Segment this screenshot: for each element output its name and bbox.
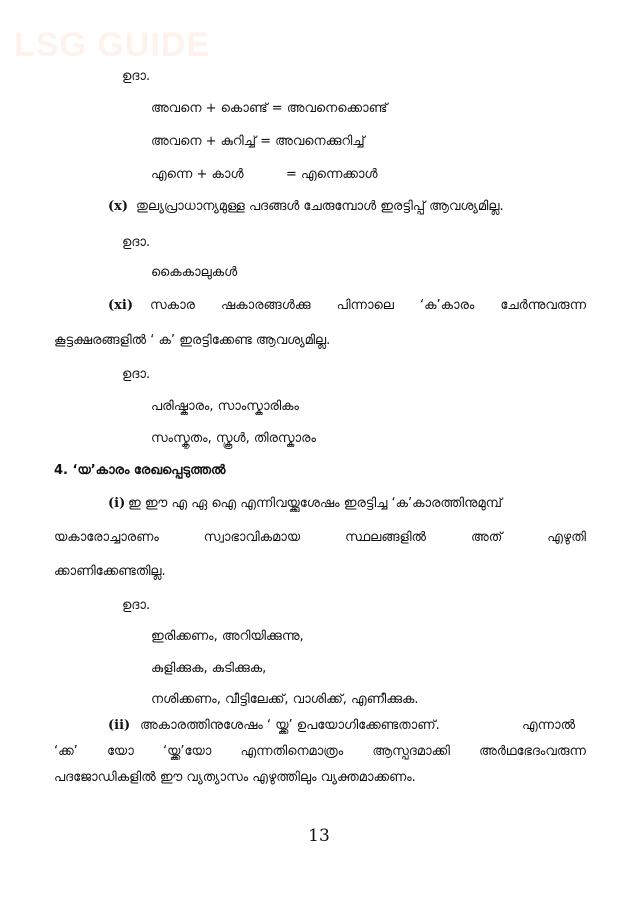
example-line: അവനെ + കൊണ്ട് = അവനെക്കൊണ്ട്: [151, 101, 388, 116]
word: ആസ്പദമാക്കി: [372, 744, 450, 759]
rule-text-justified: [150, 297, 586, 315]
word: യോ: [106, 744, 134, 759]
example-line: കൈകാലുകൾ: [151, 265, 238, 280]
word: സ്വാഭാവികമായ: [203, 530, 301, 545]
rule-number: (i): [108, 496, 126, 511]
watermark: LSG GUIDE: [14, 26, 211, 64]
word: പിന്നാലെ: [336, 298, 394, 313]
rule-text: തുല്യപ്രാധാന്യമുള്ള പദങ്ങൾ ചേരുമ്പോൾ ഇരട്ടിപ്പ് ആവശ്യമില്ല.: [136, 199, 504, 214]
rule-text-justified: [54, 529, 586, 547]
word: സ്ഥലങ്ങളിൽ: [345, 530, 427, 545]
rule-number: (xi): [108, 298, 133, 313]
example-label: ഉദാ.: [122, 598, 151, 613]
word: യകാരോച്ചാരണം: [54, 530, 159, 545]
word: ചേർന്നുവരുന്ന: [500, 298, 586, 313]
example-line: സംസ്കൃതം, സ്കൂൾ, തിരസ്കാരം: [151, 431, 316, 446]
word: ‘യ്ക്ക’യോ: [162, 744, 212, 759]
word: ‘ക്ക’: [54, 744, 78, 759]
word: അർഥഭേദംവരുന്ന: [479, 744, 586, 759]
example-line: ഇരിക്കണം, അറിയിക്കുന്നു,: [151, 629, 304, 644]
word: എഴുതി: [547, 530, 586, 545]
word: ‘ക’കാരം: [419, 298, 475, 313]
example-line: പരിഷ്കാരം, സാംസ്കാരികം: [151, 399, 299, 414]
rule-text: അകാരത്തിനുശേഷം ‘ യ്ക്ക’ ഉപയോഗിക്കേണ്ടതാണ്.: [140, 718, 440, 733]
rule-number: (x): [108, 199, 129, 214]
example-label: ഉദാ.: [122, 69, 151, 84]
example-label: ഉദാ.: [122, 235, 151, 250]
section-heading: 4. ‘യ’കാരം രേഖപ്പെടുത്തൽ: [54, 463, 226, 478]
word: സകാര: [150, 298, 195, 313]
example-line: കുളിക്കുക, കുടിക്കുക,: [151, 661, 267, 676]
example-line: എന്നെ + കാൾ: [151, 167, 244, 182]
page-number: 13: [308, 826, 330, 846]
rule-text-end: എന്നാൽ: [522, 718, 576, 733]
example-line: നശിക്കണം, വീട്ടിലേക്ക്, വാശിക്ക്, എണീക്കുക.: [151, 692, 419, 707]
example-label: ഉദാ.: [122, 367, 151, 382]
rule-text: കൂട്ടക്ഷരങ്ങളിൽ ‘ ക’ ഇരട്ടിക്കേണ്ട ആവശ്യമില്ല.: [54, 333, 331, 348]
word: ഷകാരങ്ങൾക്കു: [221, 298, 311, 313]
rule-text: ക്കാണിക്കേണ്ടതില്ല.: [54, 564, 166, 579]
example-line: അവനെ + കുറിച്ച് = അവനെക്കുറിച്ച്: [151, 134, 365, 149]
word: അത്: [471, 530, 503, 545]
rule-number: (ii): [108, 718, 131, 733]
word: എന്നതിനെമാത്രം: [240, 744, 344, 759]
example-line-result: = എന്നെക്കാൾ: [286, 167, 378, 182]
rule-text: പദജോഡികളിൽ ഈ വ്യത്യാസം എഴുത്തിലും വ്യക്തമാക്കണം.: [54, 770, 416, 785]
rule-text: ഇ ഈ എ ഏ ഐ എന്നിവയ്ക്കുശേഷം ഇരട്ടിച്ച ‘ക’കാരത്തിനുമുമ്പ്: [128, 496, 502, 511]
rule-text-justified: [54, 743, 586, 761]
